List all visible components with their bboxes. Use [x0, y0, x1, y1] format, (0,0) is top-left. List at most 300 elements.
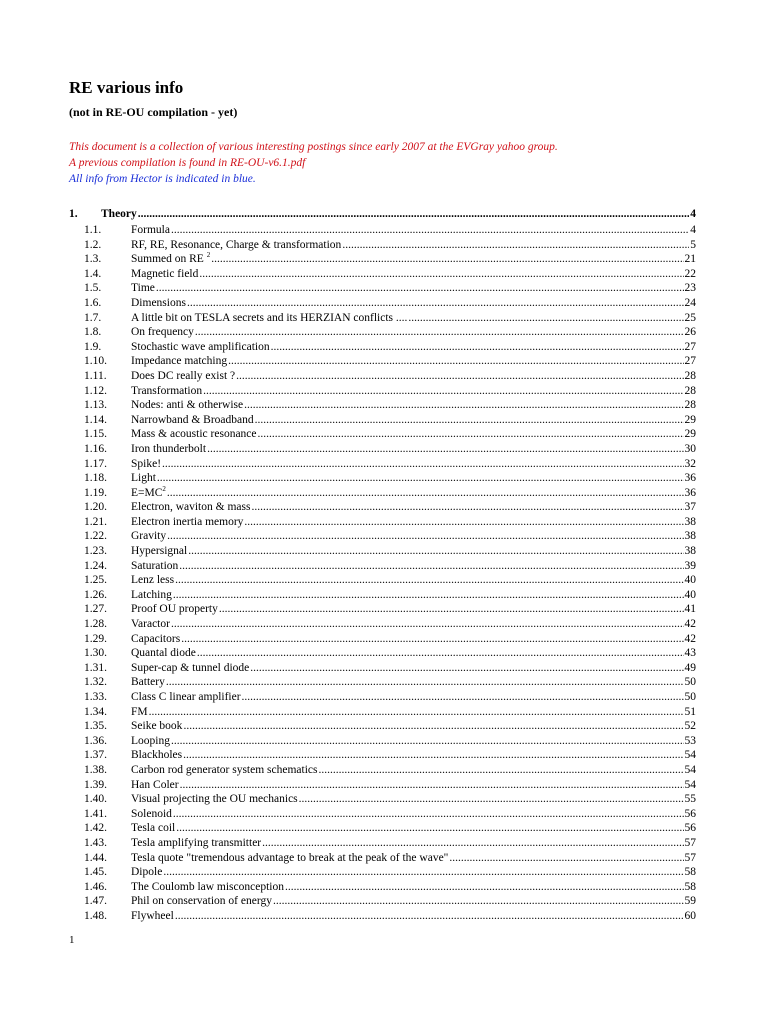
leader-dots — [187, 297, 684, 309]
toc-entry-page: 25 — [684, 311, 696, 324]
toc-entry-label-text: Light — [131, 472, 156, 485]
toc-entry-label — [131, 414, 254, 426]
toc-entry-label — [131, 530, 166, 542]
toc-entry[interactable] — [69, 428, 696, 443]
toc-entry-page: 53 — [684, 734, 696, 747]
toc-entry-number: 1.13. — [84, 399, 107, 412]
toc-entry-page: 26 — [684, 326, 696, 339]
toc-entry[interactable] — [69, 341, 696, 356]
toc-entry[interactable] — [69, 326, 696, 341]
toc-entry[interactable] — [69, 691, 696, 706]
toc-entry-page: 36 — [684, 472, 696, 485]
toc-entry-number: 1.26. — [84, 588, 107, 601]
toc-entry-label-text: Iron thunderbolt — [131, 442, 207, 455]
intro-line: A previous compilation is found in RE-OU-v6.1.pdf — [69, 157, 306, 169]
leader-dots — [285, 881, 684, 893]
toc-entry-label-text: Carbon rod generator system schematics — [131, 763, 318, 776]
toc-entry-number: 1.11. — [84, 369, 107, 382]
toc-entry[interactable] — [69, 764, 696, 779]
toc-entry[interactable] — [69, 808, 696, 823]
toc-entry[interactable] — [69, 399, 696, 414]
leader-dots — [183, 749, 683, 761]
toc-entry-label — [131, 458, 161, 470]
toc-entry-page: 27 — [684, 355, 696, 368]
leader-dots — [219, 603, 684, 615]
toc-entry[interactable] — [69, 560, 696, 575]
toc-entry-page: 59 — [684, 895, 696, 908]
toc-entry-label-text: Tesla quote "tremendous advantage to break at the peak of the wave" — [131, 851, 449, 864]
toc-entry-label-text: Capacitors — [131, 632, 181, 645]
toc-entry-label-text: E=MC — [131, 486, 163, 499]
toc-entry-label — [131, 239, 341, 251]
toc-entry-number: 1.43. — [84, 836, 107, 849]
toc-entry-label-text: Lenz less — [131, 574, 175, 587]
toc-entry-label — [131, 676, 165, 688]
toc-entry-number: 1.17. — [84, 457, 107, 470]
leader-dots — [138, 208, 689, 220]
toc-entry[interactable] — [69, 516, 696, 531]
toc-entry[interactable] — [69, 355, 696, 370]
toc-entry-number: 1.47. — [84, 895, 107, 908]
toc-entry-number: 1.33. — [84, 691, 107, 703]
leader-dots — [173, 808, 684, 820]
toc-entry[interactable] — [69, 603, 696, 618]
intro-line: This document is a collection of various interesting postings since early 2007 at the EVGray yahoo group. — [69, 141, 558, 153]
toc-entry[interactable] — [69, 443, 696, 458]
toc-entry-label — [131, 706, 148, 718]
toc-entry-number: 1.29. — [84, 632, 107, 645]
leader-dots — [211, 253, 683, 265]
toc-entry-label-text: Tesla amplifying transmitter — [131, 836, 262, 849]
toc-entry-number: 1.44. — [84, 851, 107, 864]
toc-entry-label-text: A little bit on TESLA secrets and its HERZIAN conflicts .... — [131, 311, 408, 324]
toc-entry-number: 1.31. — [84, 661, 107, 674]
toc-entry-page: 22 — [684, 267, 696, 280]
toc-entry-number: 1.32. — [84, 676, 107, 689]
toc-entry-page: 23 — [684, 282, 696, 295]
toc-entry-label-text: RF, RE, Resonance, Charge & transformation — [131, 238, 342, 251]
toc-entry-number: 1.14. — [84, 413, 107, 426]
toc-entry-page: 50 — [684, 676, 696, 689]
toc-entry-number: 1.30. — [84, 647, 107, 660]
leader-dots — [228, 355, 683, 367]
toc-entry-label-text: Nodes: anti & otherwise — [131, 399, 244, 412]
toc-entry-page: 50 — [684, 691, 696, 703]
toc-entry[interactable] — [69, 385, 696, 400]
toc-entry-number: 1.5. — [84, 282, 102, 295]
toc-entry-page: 42 — [684, 632, 696, 645]
toc-entry-label-text: Proof OU property — [131, 603, 218, 616]
toc-entry-page: 28 — [684, 384, 696, 397]
leader-dots — [258, 428, 684, 440]
toc-entry-label-text: Formula — [131, 224, 170, 236]
toc-entry-page: 27 — [684, 340, 696, 353]
toc-entry[interactable] — [69, 268, 696, 283]
toc-entry-label-text: Seike book — [131, 720, 183, 733]
toc-entry-number: 1.45. — [84, 866, 107, 879]
leader-dots — [171, 224, 689, 236]
toc-entry-number: 1.20. — [84, 501, 107, 514]
toc-entry-page: 5 — [690, 238, 696, 251]
toc-entry-label-text: Solenoid — [131, 807, 172, 820]
toc-entry-label — [131, 341, 270, 353]
toc-entry[interactable] — [69, 837, 696, 852]
toc-entry-number: 1.46. — [84, 880, 107, 893]
toc-entry-page: 56 — [684, 822, 696, 835]
leader-dots — [244, 516, 683, 528]
toc-entry-number: 1.37. — [84, 749, 107, 762]
toc-entry-page: 57 — [684, 851, 696, 864]
toc-entry[interactable] — [69, 239, 696, 254]
toc-entry-label-text: Magnetic field — [131, 267, 199, 280]
intro-line: All info from Hector is indicated in blue. — [69, 173, 256, 185]
toc-entry[interactable] — [69, 574, 696, 589]
toc-entry-number: 1.48. — [84, 909, 107, 922]
toc-entry-label-text: Varactor — [131, 618, 170, 631]
toc-entry-label — [131, 895, 272, 907]
toc-entry-label — [131, 428, 257, 440]
toc-entry-label — [131, 224, 170, 236]
toc-entry-label — [131, 268, 198, 280]
toc-entry-page: 38 — [684, 515, 696, 528]
toc-entry-label-text: Visual projecting the OU mechanics — [131, 793, 298, 806]
toc-entry-label-text: Dimensions — [131, 296, 186, 309]
toc-entry-page: 60 — [684, 909, 696, 922]
toc-entry-label — [131, 881, 284, 893]
toc-entry-label-text: Narrowband & Broadband — [131, 413, 254, 426]
leader-dots — [199, 268, 683, 280]
toc-entry-label — [131, 793, 298, 805]
toc-entry-label-text: Battery — [131, 676, 165, 689]
leader-dots — [173, 589, 684, 601]
toc-entry-page: 28 — [684, 369, 696, 382]
toc-entry-label — [131, 282, 155, 294]
toc-entry-label — [131, 501, 250, 513]
toc-entry-page: 36 — [684, 486, 696, 499]
leader-dots — [167, 530, 683, 542]
toc-entry[interactable] — [69, 735, 696, 750]
toc-entry-page: 29 — [684, 428, 696, 441]
toc-entry-label-text: Super-cap & tunnel diode — [131, 661, 250, 674]
toc-entry-page: 40 — [684, 588, 696, 601]
toc-entry-label — [131, 326, 194, 338]
toc-section-number: 1. — [69, 208, 78, 220]
toc-entry[interactable] — [69, 852, 696, 867]
toc-entry[interactable] — [69, 633, 696, 648]
toc-section[interactable] — [69, 208, 696, 224]
superscript: 2 — [162, 484, 166, 493]
toc-entry-number: 1.15. — [84, 428, 107, 441]
toc-entry-page: 24 — [684, 296, 696, 309]
toc-entry-label — [131, 866, 162, 878]
page-number: 1 — [69, 934, 75, 946]
toc-entry[interactable] — [69, 297, 696, 312]
toc-entry-number: 1.6. — [84, 296, 102, 309]
toc-entry[interactable] — [69, 224, 696, 239]
toc-entry-page: 52 — [684, 720, 696, 733]
toc-entry-number: 1.38. — [84, 763, 107, 776]
toc-entry-label-text: Looping — [131, 734, 170, 747]
toc-entry-page: 39 — [684, 559, 696, 572]
toc-entry-number: 1.21. — [84, 515, 107, 528]
leader-dots — [299, 793, 684, 805]
toc-section-label: Theory — [101, 208, 137, 220]
toc-entry-label-text: Quantal diode — [131, 647, 196, 660]
toc-entry-label-text: Tesla coil — [131, 822, 176, 835]
toc-entry-page: 38 — [684, 545, 696, 558]
toc-entry-number: 1.1. — [84, 224, 102, 236]
toc-entry-label — [131, 852, 448, 864]
leader-dots — [176, 822, 683, 834]
toc-entry-label — [131, 589, 172, 601]
toc-entry-label-text: Electron, waviton & mass — [131, 501, 251, 514]
toc-entry[interactable] — [69, 484, 696, 502]
leader-dots — [171, 618, 684, 630]
toc-entry-label — [131, 779, 179, 791]
leader-dots — [195, 326, 684, 338]
leader-dots — [175, 574, 683, 586]
toc-entry-label-text: Does DC really exist ? — [131, 369, 236, 382]
toc-entry[interactable] — [69, 720, 696, 735]
table-of-contents — [69, 208, 696, 925]
toc-entry-page: 43 — [684, 647, 696, 660]
toc-entry-page: 49 — [684, 661, 696, 674]
toc-entry-label — [131, 764, 318, 776]
toc-entry[interactable] — [69, 822, 696, 837]
toc-entry-number: 1.34. — [84, 705, 107, 718]
toc-entry[interactable] — [69, 749, 696, 764]
leader-dots — [408, 312, 683, 324]
toc-entry-number: 1.35. — [84, 720, 107, 733]
toc-entry-label-text: Spike! — [131, 457, 162, 470]
toc-entry-label-text: Stochastic wave amplification — [131, 340, 270, 353]
toc-entry-page: 37 — [684, 501, 696, 514]
toc-entry-label-text: Class C linear amplifier — [131, 691, 241, 703]
toc-entry-label — [131, 484, 166, 499]
toc-entry-label — [131, 516, 243, 528]
toc-entry-label-text: FM — [131, 705, 148, 718]
toc-entry[interactable] — [69, 662, 696, 677]
toc-entry[interactable] — [69, 253, 696, 268]
toc-entry-number: 1.23. — [84, 545, 107, 558]
toc-entry-number: 1.36. — [84, 734, 107, 747]
toc-entry[interactable] — [69, 706, 696, 721]
toc-entry-number: 1.16. — [84, 442, 107, 455]
leader-dots — [180, 779, 684, 791]
toc-entry-number: 1.24. — [84, 559, 107, 572]
toc-section-page: 4 — [690, 208, 696, 220]
toc-entry-label — [131, 545, 187, 557]
leader-dots — [271, 341, 684, 353]
toc-entry-label-text: Mass & acoustic resonance — [131, 428, 257, 441]
toc-entry-page: 28 — [684, 399, 696, 412]
leader-dots — [156, 282, 684, 294]
toc-entry-label-text: On frequency — [131, 326, 194, 339]
document-subtitle: (not in RE-OU compilation - yet) — [69, 105, 238, 119]
toc-entry-label — [131, 385, 202, 397]
toc-entry-number: 1.12. — [84, 384, 107, 397]
toc-entry-label — [131, 355, 227, 367]
toc-entry-label-text: Summed on RE — [131, 253, 204, 266]
toc-entry-label-text: Transformation — [131, 384, 203, 397]
toc-entry-page: 54 — [684, 778, 696, 791]
toc-entry-label-text: Gravity — [131, 530, 167, 543]
toc-entry[interactable] — [69, 793, 696, 808]
toc-entry-page: 54 — [684, 763, 696, 776]
toc-entry-label — [131, 822, 175, 834]
toc-entry[interactable] — [69, 676, 696, 691]
toc-entry-label — [131, 297, 186, 309]
toc-entry-number: 1.2. — [84, 238, 102, 251]
intro-block — [69, 139, 558, 187]
toc-entry-label — [131, 749, 182, 761]
leader-dots — [167, 487, 684, 499]
toc-entry-page: 30 — [684, 442, 696, 455]
toc-entry-page: 41 — [684, 603, 696, 616]
toc-entry-number: 1.41. — [84, 807, 107, 820]
toc-entry-label-text: Flywheel — [131, 909, 174, 922]
toc-entry-page: 29 — [684, 413, 696, 426]
toc-entry-number: 1.10. — [84, 355, 107, 368]
toc-entry[interactable] — [69, 414, 696, 429]
toc-entry-page: 42 — [684, 618, 696, 631]
leader-dots — [179, 560, 683, 572]
toc-entry-label — [131, 253, 210, 265]
toc-entry-page: 58 — [684, 880, 696, 893]
toc-entry-label — [131, 312, 407, 324]
toc-entry[interactable] — [69, 779, 696, 794]
toc-entry-number: 1.27. — [84, 603, 107, 616]
toc-entry[interactable] — [69, 866, 696, 881]
toc-entry-page: 58 — [684, 866, 696, 879]
leader-dots — [236, 370, 683, 382]
toc-entry[interactable] — [69, 910, 696, 925]
toc-entry-number: 1.4. — [84, 267, 102, 280]
toc-entry-number: 1.3. — [84, 253, 102, 266]
leader-dots — [188, 545, 683, 557]
toc-entry-label-text: Electron inertia memory — [131, 515, 244, 528]
leader-dots — [162, 458, 683, 470]
leader-dots — [171, 735, 684, 747]
toc-entry-page: 32 — [684, 457, 696, 470]
toc-entry-label-text: The Coulomb law misconception — [131, 880, 284, 893]
toc-entry-number: 1.28. — [84, 618, 107, 631]
toc-entry-label — [131, 808, 172, 820]
toc-entry-number: 1.8. — [84, 326, 102, 339]
toc-entry-label-text: Time — [131, 282, 155, 295]
toc-entry-label-text: Phil on conservation of energy — [131, 895, 272, 908]
leader-dots — [197, 647, 684, 659]
toc-entry-label-text: Dipole — [131, 866, 163, 879]
toc-entry-page: 54 — [684, 749, 696, 762]
toc-entry-label — [131, 647, 196, 659]
leader-dots — [207, 443, 683, 455]
document-title: RE various info — [69, 78, 184, 97]
toc-entry-label — [131, 720, 182, 732]
toc-entry-label — [131, 735, 170, 747]
toc-entry[interactable] — [69, 647, 696, 662]
leader-dots — [163, 866, 683, 878]
toc-entry-label-text: Saturation — [131, 559, 179, 572]
toc-entry[interactable] — [69, 530, 696, 545]
toc-entry-number: 1.22. — [84, 530, 107, 543]
toc-entry-number: 1.7. — [84, 311, 102, 324]
toc-entry[interactable] — [69, 618, 696, 633]
toc-entry-label — [131, 443, 206, 455]
toc-entry-number: 1.18. — [84, 472, 107, 485]
toc-entry-number: 1.19. — [84, 486, 107, 499]
leader-dots — [250, 662, 683, 674]
superscript: 2 — [206, 251, 211, 260]
leader-dots — [251, 501, 683, 513]
toc-entry-number: 1.40. — [84, 793, 107, 806]
toc-entry-label — [131, 370, 235, 382]
toc-entry[interactable] — [69, 589, 696, 604]
toc-entry[interactable] — [69, 370, 696, 385]
toc-entry[interactable] — [69, 545, 696, 560]
leader-dots — [203, 385, 683, 397]
leader-dots — [449, 852, 683, 864]
toc-entry[interactable] — [69, 282, 696, 297]
toc-entry-label — [131, 910, 174, 922]
toc-entry-number: 1.42. — [84, 822, 107, 835]
toc-entry-page: 55 — [684, 793, 696, 806]
leader-dots — [175, 910, 684, 922]
toc-entry-page: 40 — [684, 574, 696, 587]
leader-dots — [342, 239, 689, 251]
toc-entry-page: 56 — [684, 807, 696, 820]
toc-entry-label-text: Blackholes — [131, 749, 183, 762]
leader-dots — [273, 895, 684, 907]
toc-entry-label — [131, 691, 241, 703]
toc-entry-label-text: Latching — [131, 588, 172, 601]
toc-entry[interactable] — [69, 895, 696, 910]
toc-entry-label — [131, 574, 174, 586]
toc-entry-page: 38 — [684, 530, 696, 543]
toc-entry-label-text: Han Coler — [131, 778, 179, 791]
leader-dots — [183, 720, 683, 732]
toc-entry-label — [131, 837, 261, 849]
toc-entry-label — [131, 399, 243, 411]
toc-entry-label — [131, 662, 249, 674]
toc-entry-label-text: Hypersignal — [131, 545, 188, 558]
toc-entry[interactable] — [69, 881, 696, 896]
leader-dots — [157, 472, 684, 484]
toc-entry-number: 1.25. — [84, 574, 107, 587]
leader-dots — [319, 764, 684, 776]
leader-dots — [149, 706, 684, 718]
leader-dots — [255, 414, 684, 426]
toc-entry-label — [131, 618, 170, 630]
toc-entry-page: 21 — [684, 253, 696, 266]
toc-entry-number: 1.39. — [84, 778, 107, 791]
toc-entry[interactable] — [69, 458, 696, 473]
toc-entry-number: 1.9. — [84, 340, 102, 353]
toc-entry-page: 51 — [684, 705, 696, 718]
leader-dots — [244, 399, 683, 411]
leader-dots — [166, 676, 684, 688]
toc-entry-page: 4 — [690, 224, 696, 236]
toc-entry-label — [131, 472, 156, 484]
leader-dots — [242, 691, 684, 703]
toc-entry-page: 57 — [684, 836, 696, 849]
toc-entry[interactable] — [69, 501, 696, 516]
toc-entry-label-text: Impedance matching — [131, 355, 228, 368]
toc-entry-label — [131, 603, 218, 615]
toc-entry[interactable] — [69, 312, 696, 327]
leader-dots — [181, 633, 683, 645]
toc-entry-label — [131, 633, 180, 645]
